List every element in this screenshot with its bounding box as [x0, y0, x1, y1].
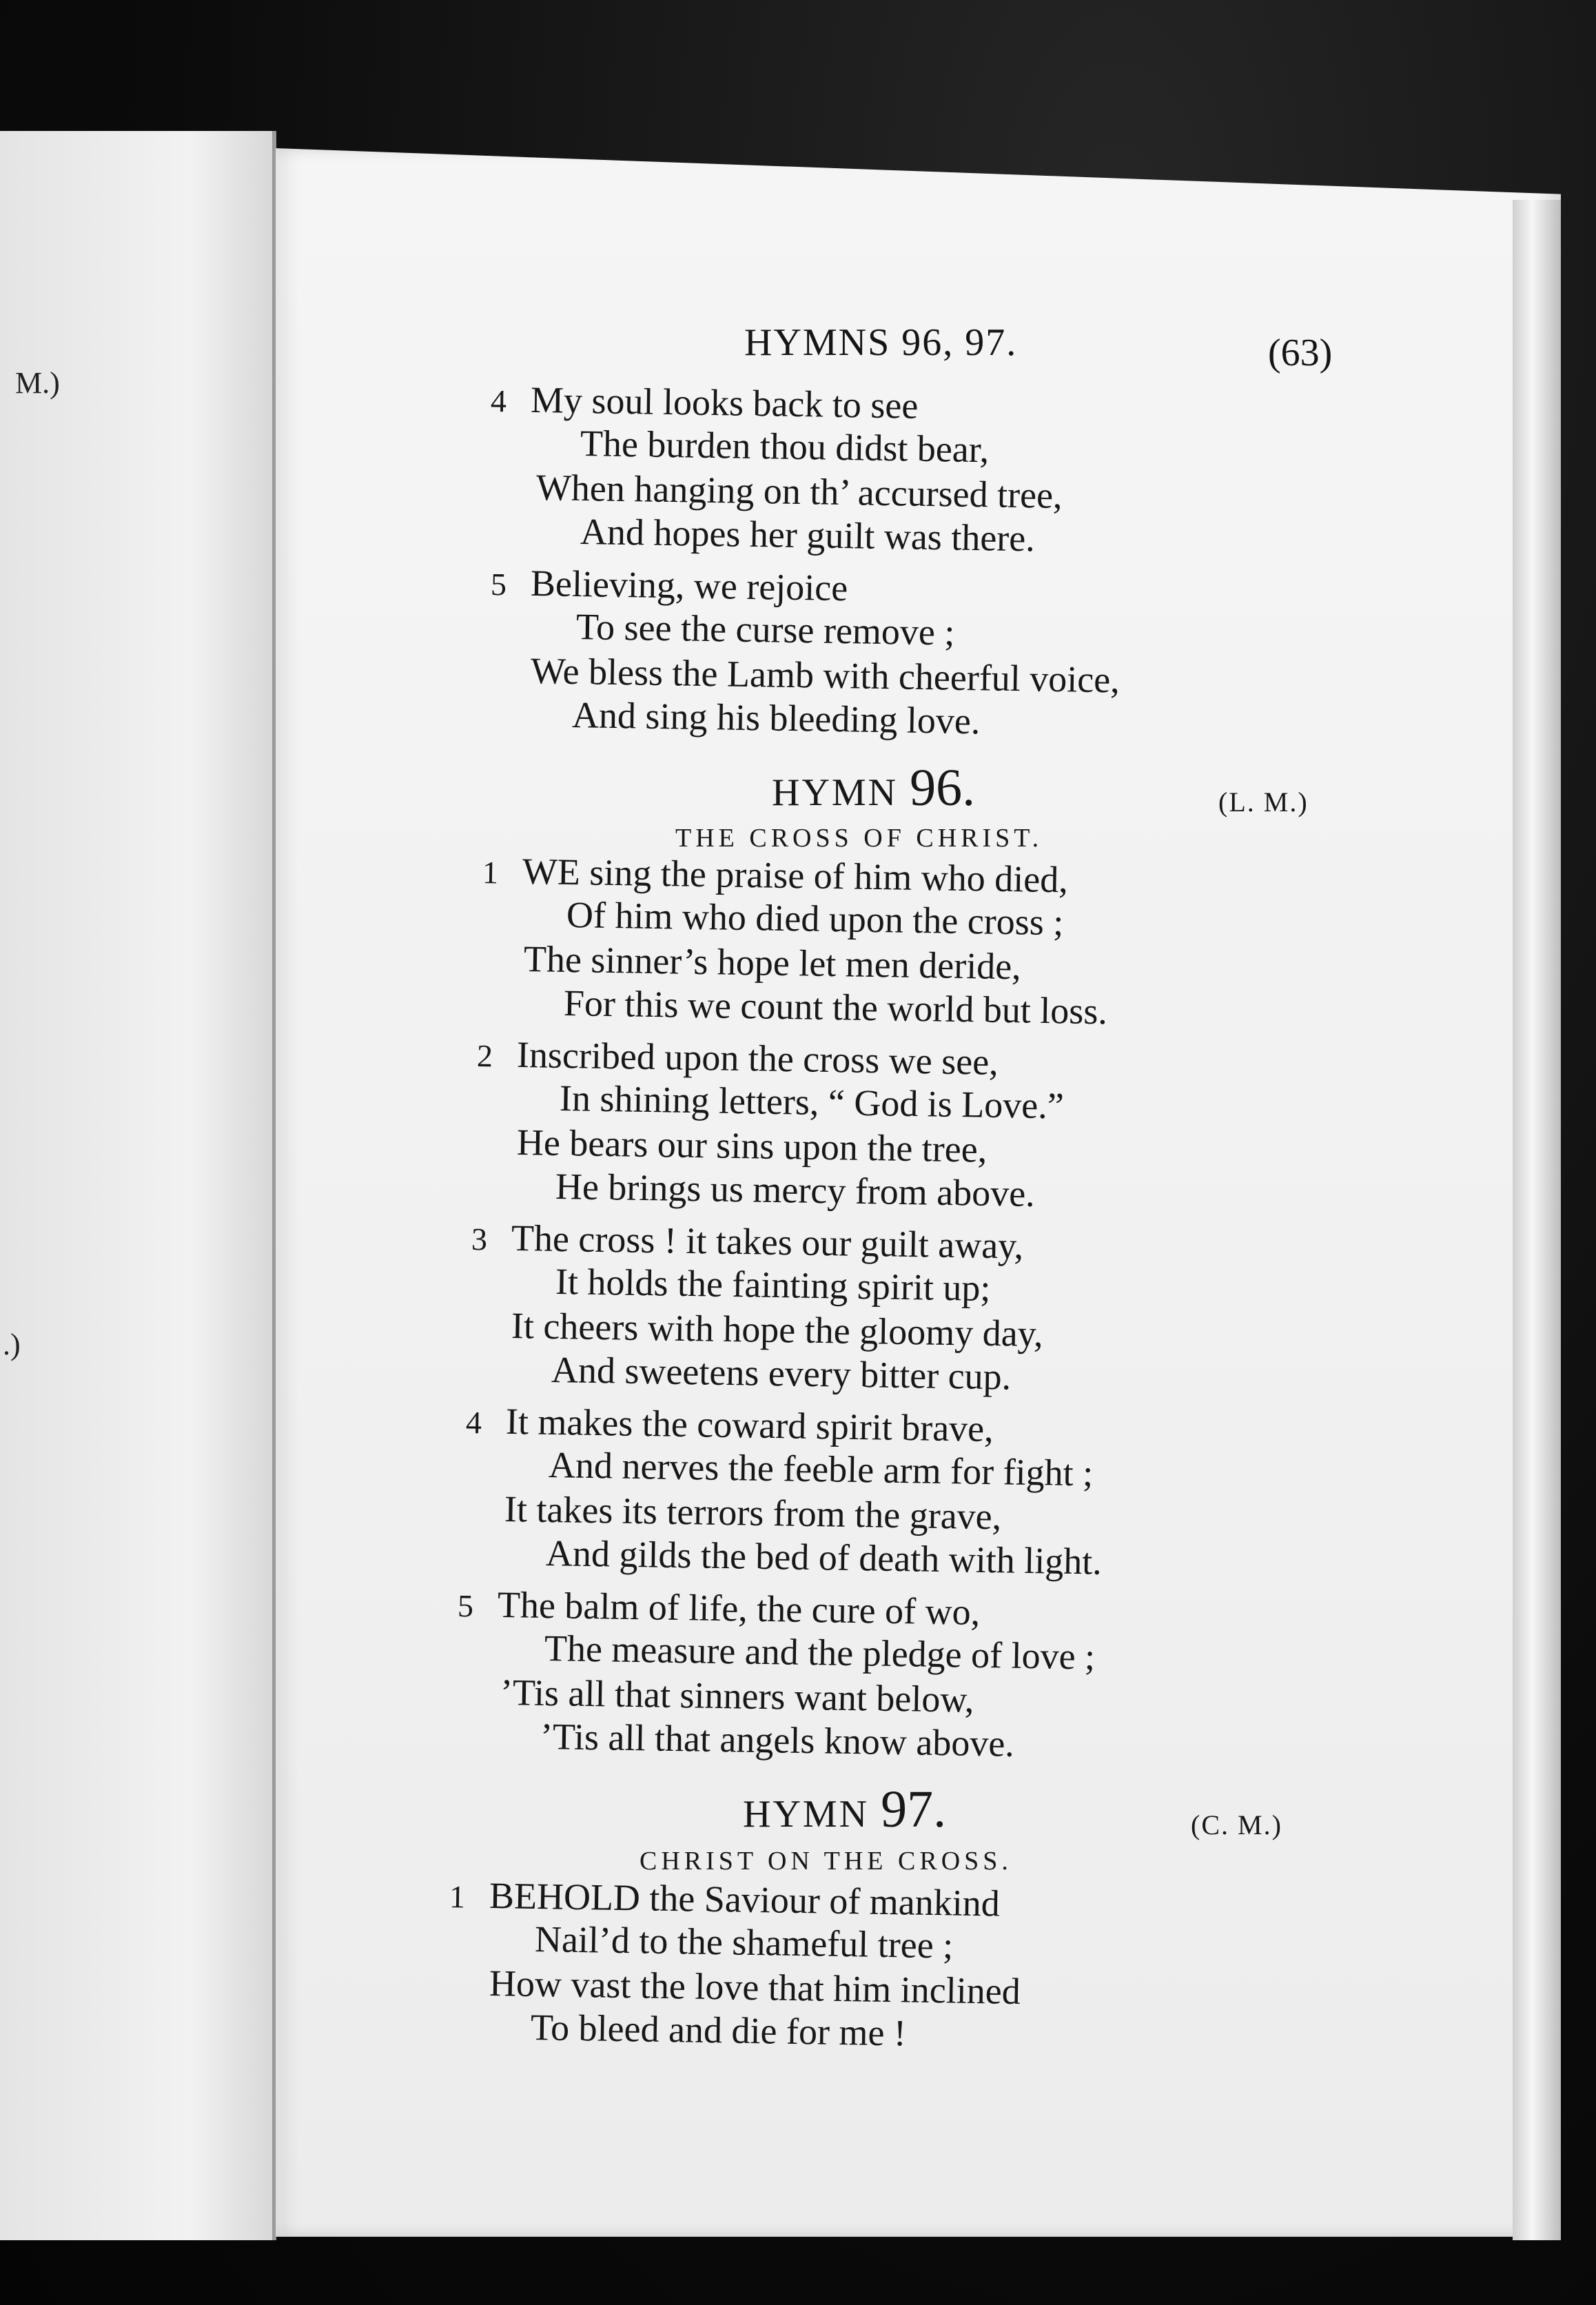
stanza-number: 1 — [449, 1879, 466, 1915]
verse-line: And sing his bleeding love. — [571, 694, 981, 742]
left-page-edge — [0, 131, 276, 2240]
hymn-meter: (C. M.) — [1191, 1809, 1282, 1840]
hymn-heading: HYMN 97. — [743, 1780, 947, 1838]
hymn-subtitle: CHRIST ON THE CROSS. — [640, 1847, 1012, 1876]
stanza-number: 1 — [482, 855, 499, 891]
verse-line: It holds the fainting spirit up; — [555, 1261, 991, 1309]
verse-line: The measure and the pledge of love ; — [544, 1627, 1096, 1678]
verse-line: ’Tis all that sinners want below, — [500, 1672, 974, 1720]
verse-line: How vast the love that him inclined — [489, 1962, 1021, 2013]
stanza-number: 4 — [465, 1405, 482, 1441]
verse-line: It takes its terrors from the grave, — [504, 1488, 1002, 1538]
verse-line: And hopes her guilt was there. — [580, 511, 1036, 560]
verse-line: 3 The cross ! it takes our guilt away, — [471, 1217, 1024, 1267]
verse-line: To see the curse remove ; — [575, 606, 955, 653]
hymn-heading: HYMN 96. — [772, 759, 976, 817]
verse-line: We bless the Lamb with cheerful voice, — [530, 650, 1121, 701]
verse-line: And nerves the feeble arm for fight ; — [548, 1444, 1094, 1494]
show-through-text — [1096, 386, 1523, 2040]
verse-line: Of him who died upon the cross ; — [566, 894, 1064, 944]
verse-line: The sinner’s hope let men deride, — [523, 938, 1022, 988]
verse-line: It cheers with hope the gloomy day, — [511, 1305, 1044, 1355]
verse-line: ’Tis all that angels know above. — [540, 1716, 1015, 1765]
hymn-meter: (L. M.) — [1218, 786, 1309, 818]
verse-line: When hanging on th’ accursed tree, — [535, 467, 1063, 516]
left-margin-fragment: .) — [3, 1328, 21, 1361]
verse-line: And gilds the bed of death with light. — [545, 1532, 1103, 1583]
verse-line: To bleed and die for me ! — [530, 2007, 907, 2054]
verse-line: He bears our sins upon the tree, — [516, 1121, 988, 1170]
page-number: (63) — [1268, 332, 1333, 374]
stanza-number: 4 — [490, 383, 507, 419]
verse-line: He brings us mercy from above. — [555, 1166, 1036, 1215]
verse-line: For this we count the world but loss. — [563, 982, 1108, 1033]
stanza-number: 3 — [471, 1221, 488, 1257]
verse-line: 5 Believing, we rejoice — [490, 562, 848, 609]
left-margin-fragment: M.) — [15, 366, 60, 400]
verse-line: 5 The balm of life, the cure of wo, — [457, 1583, 981, 1633]
verse-line: Nail’d to the shameful tree ; — [534, 1918, 954, 1967]
verse-line: 1 BEHOLD the Saviour of mankind — [449, 1874, 1001, 1925]
verse-line: And sweetens every bitter cup. — [551, 1349, 1012, 1398]
verse-line: 4 It makes the coward spirit brave, — [465, 1400, 994, 1450]
stanza-number: 5 — [457, 1588, 474, 1624]
hymn-subtitle: THE CROSS OF CHRIST. — [675, 824, 1043, 853]
stanza-number: 5 — [490, 567, 507, 602]
running-header: HYMNS 96, 97. — [744, 321, 1018, 364]
verse-line: 4 My soul looks back to see — [490, 378, 919, 427]
verse-line: 2 Inscribed upon the cross we see, — [476, 1033, 999, 1083]
verse-line: 1 WE sing the praise of him who died, — [482, 850, 1069, 901]
verse-line: In shining letters, “ God is Love.” — [559, 1077, 1065, 1127]
verse-line: The burden thou didst bear, — [580, 423, 990, 471]
stanza-number: 2 — [476, 1038, 493, 1074]
